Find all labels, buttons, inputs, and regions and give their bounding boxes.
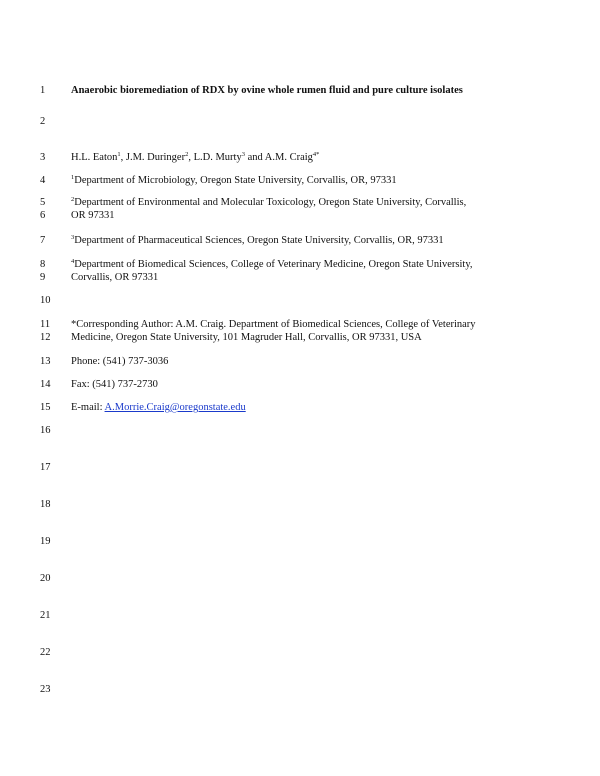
affiliation-text: Department of Environmental and Molecular Toxicology, Oregon State University, Corvallis, xyxy=(74,197,467,208)
line-number: 9 xyxy=(40,272,46,283)
line-number: 1 xyxy=(40,85,46,96)
author-name: L.D. Murty xyxy=(193,152,242,163)
author-separator: , xyxy=(188,152,194,163)
affiliation-marker: 2 xyxy=(71,196,75,203)
affiliation xyxy=(71,174,541,187)
line-number: 6 xyxy=(40,210,46,221)
line-number: 14 xyxy=(40,379,51,390)
email-link[interactable]: A.Morrie.Craig@oregonstate.edu xyxy=(104,402,246,413)
affiliation-continued: Corvallis, OR 97331 xyxy=(71,272,159,283)
line-number: 18 xyxy=(40,499,51,510)
affiliation-text: Department of Microbiology, Oregon State University, Corvallis, OR, 97331 xyxy=(74,175,397,186)
affiliation-text: Department of Pharmaceutical Sciences, Oregon State University, Corvallis, OR, 97331 xyxy=(74,235,444,246)
line-number: 12 xyxy=(40,332,51,343)
affiliation-marker: 4 xyxy=(71,258,75,265)
line-number: 8 xyxy=(40,259,46,270)
fax: Fax: (541) 737-2730 xyxy=(71,379,158,390)
author-list xyxy=(71,151,541,164)
line-number: 5 xyxy=(40,197,46,208)
line-number: 23 xyxy=(40,684,51,695)
author-separator: , xyxy=(120,152,126,163)
line-number: 10 xyxy=(40,295,51,306)
email-label: E-mail: xyxy=(71,402,105,413)
line-number: 7 xyxy=(40,235,46,246)
corresponding-author: *Corresponding Author: A.M. Craig. Department of Biomedical Sciences, College of Veterinary xyxy=(71,319,476,330)
author-name: J.M. Duringer xyxy=(125,152,186,163)
author-separator: and xyxy=(244,152,265,163)
affiliation xyxy=(71,234,541,247)
line-number: 13 xyxy=(40,356,51,367)
line-number: 21 xyxy=(40,610,51,621)
line-number: 22 xyxy=(40,647,51,658)
affiliation-text: Department of Biomedical Sciences, College of Veterinary Medicine, Oregon State University, xyxy=(74,259,473,270)
line-number: 11 xyxy=(40,319,51,330)
email-line xyxy=(71,401,541,414)
line-number: 3 xyxy=(40,152,46,163)
affiliation-marker: 3 xyxy=(71,234,75,241)
affiliation xyxy=(71,258,541,271)
affiliation-marker: 1 xyxy=(71,174,75,181)
line-number: 2 xyxy=(40,116,46,127)
affiliation xyxy=(71,196,541,209)
line-number: 4 xyxy=(40,175,46,186)
phone: Phone: (541) 737-3036 xyxy=(71,356,169,367)
line-number: 16 xyxy=(40,425,51,436)
affiliation-marker: 4* xyxy=(312,151,320,158)
author-name: A.M. Craig xyxy=(264,152,313,163)
affiliation-marker: 2 xyxy=(185,151,189,158)
affiliation-marker: 1 xyxy=(117,151,121,158)
author-name: H.L. Eaton xyxy=(71,152,118,163)
line-number: 17 xyxy=(40,462,51,473)
corresponding-author-continued: Medicine, Oregon State University, 101 Magruder Hall, Corvallis, OR 97331, USA xyxy=(71,332,422,343)
affiliation-marker: 3 xyxy=(241,151,245,158)
line-number: 15 xyxy=(40,402,51,413)
paper-title: Anaerobic bioremediation of RDX by ovine whole rumen fluid and pure culture isolates xyxy=(71,85,463,96)
line-number: 19 xyxy=(40,536,51,547)
affiliation-continued: OR 97331 xyxy=(71,210,115,221)
line-number: 20 xyxy=(40,573,51,584)
